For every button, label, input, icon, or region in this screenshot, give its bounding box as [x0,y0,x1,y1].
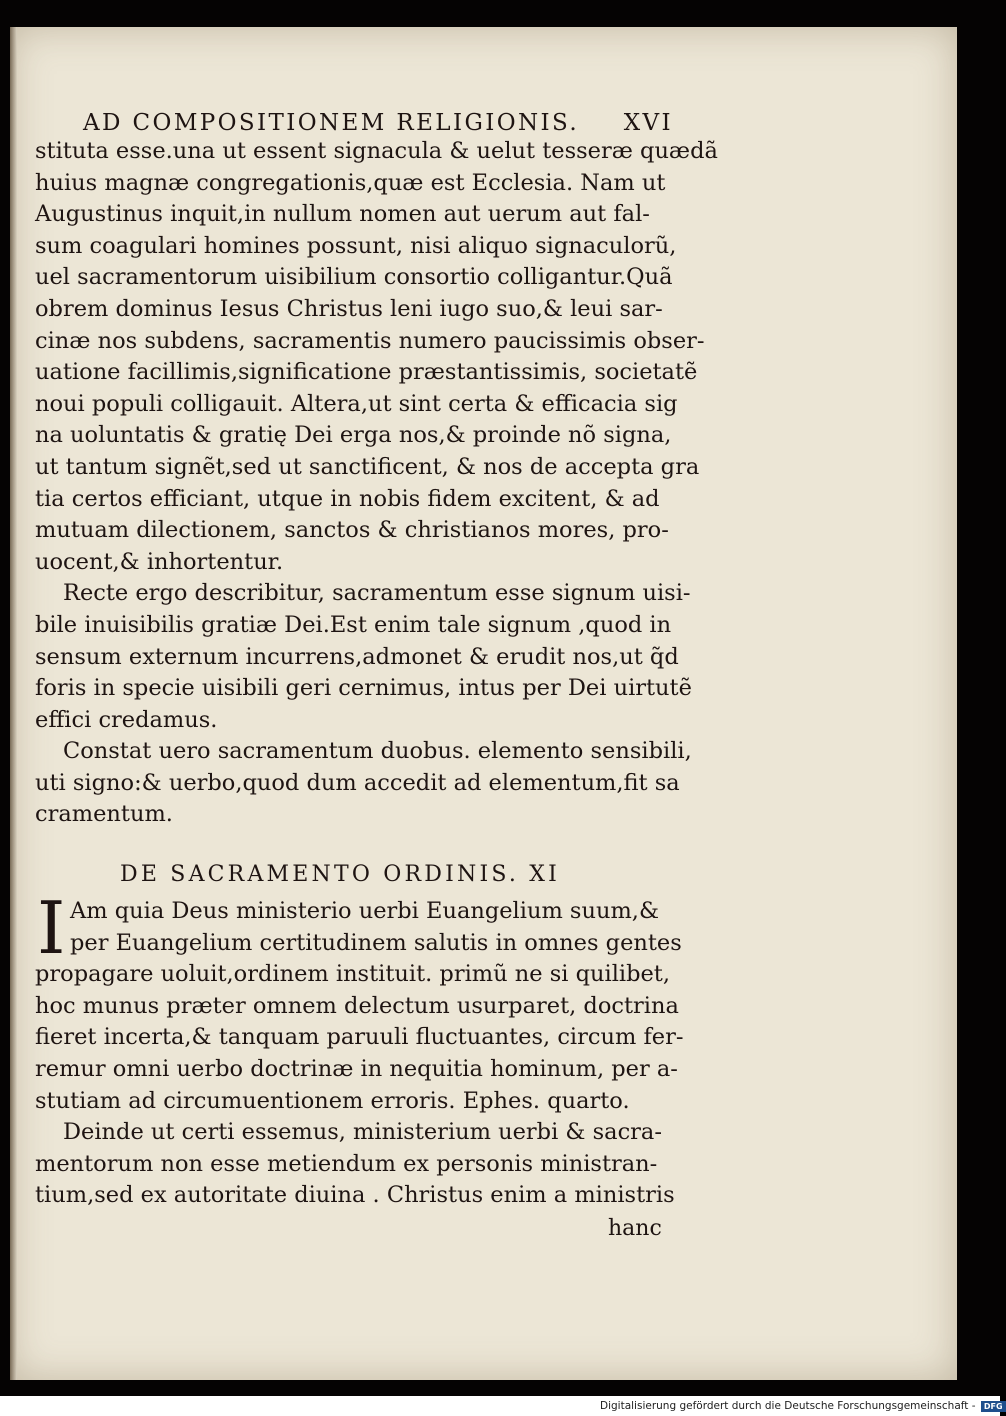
text-line: tia certos efficiant, utque in nobis fidem excitent, & ad [35,485,660,512]
running-head [83,110,683,136]
body-text-bottom [35,886,684,1212]
page-gutter-edge [10,27,17,1380]
text-line: foris in specie uisibili geri cernimus, intus per Dei uirtutẽ [35,675,692,702]
text-line: remur omni uerbo doctrinæ in nequitia hominum, per a- [35,1055,678,1082]
digitization-credit [600,1396,1003,1416]
catchword: hanc [608,1216,662,1241]
text-line: mentorum non esse metiendum ex personis ministran- [35,1150,658,1177]
text-line: Constat uero sacramentum duobus. elemento sensibili, [63,738,692,765]
footer-strip [0,1396,600,1416]
section-heading: DE SACRAMENTO ORDINIS. XI [120,862,560,887]
text-line: bile inuisibilis gratiæ Dei.Est enim tale signum ,quod in [35,611,672,638]
text-line: sensum externum incurrens,admonet & erudit nos,ut q̃d [35,643,679,670]
text-line: Deinde ut certi essemus, ministerium uerbi & sacra- [63,1119,662,1146]
text-line: Recte ergo describitur, sacramentum esse signum uisi- [63,580,691,607]
text-line: tium,sed ex autoritate diuina . Christus enim a ministris [35,1182,675,1209]
running-head-title: AD COMPOSITIONEM RELIGIONIS. [83,110,580,136]
text-line: huius magnæ congregationis,quæ est Ecclesia. Nam ut [35,169,666,196]
credit-text: Digitalisierung gefördert durch die Deutsche Forschungsgemeinschaft - [600,1400,976,1412]
text-line: stituta esse.una ut essent signacula & uelut tesseræ quædã [35,138,718,164]
text-line: uocent,& inhortentur. [35,548,284,575]
text-line: fieret incerta,& tanquam paruuli fluctuantes, circum fer- [35,1024,684,1051]
text-line: propagare uoluit,ordinem instituit. primũ ne si quilibet, [35,961,670,988]
dfg-logo-icon: DFG [981,1401,1006,1412]
drop-cap: I [37,886,66,970]
text-line: Am quia Deus ministerio uerbi Euangelium suum,& [70,898,659,924]
text-line: hoc munus præter omnem delectum usurparet, doctrina [35,992,679,1019]
text-line: uti signo:& uerbo,quod dum accedit ad elementum,fit sa [35,769,680,796]
text-line: stutiam ad circumuentionem erroris. Ephes. quarto. [35,1087,630,1114]
text-line: sum coagulari homines possunt, nisi aliquo signaculorũ, [35,232,677,259]
text-line: obrem dominus Iesus Christus leni iugo suo,& leui sar- [35,295,663,322]
text-line: uatione facillimis,significatione præstantissimis, societatẽ [35,359,698,386]
text-line: uel sacramentorum uisibilium consortio colligantur.Quã [35,264,673,291]
text-line: mutuam dilectionem, sanctos & christianos mores, pro- [35,517,669,544]
body-text-top [35,136,718,831]
text-line: noui populi colligauit. Altera,ut sint certa & efficacia sig [35,390,678,417]
text-line: cramentum. [35,801,173,828]
text-line: effici credamus. [35,706,218,733]
folio-number: XVI [623,110,673,136]
text-line: ut tantum signẽt,sed ut sanctificent, & nos de accepta gra [35,453,700,480]
text-line: na uoluntatis & gratię Dei erga nos,& proinde nõ signa, [35,422,672,449]
text-line: per Euangelium certitudinem salutis in omnes gentes [70,929,682,956]
text-line: Augustinus inquit,in nullum nomen aut uerum aut fal- [35,201,650,228]
text-line: cinæ nos subdens, sacramentis numero paucissimis obser- [35,327,705,354]
